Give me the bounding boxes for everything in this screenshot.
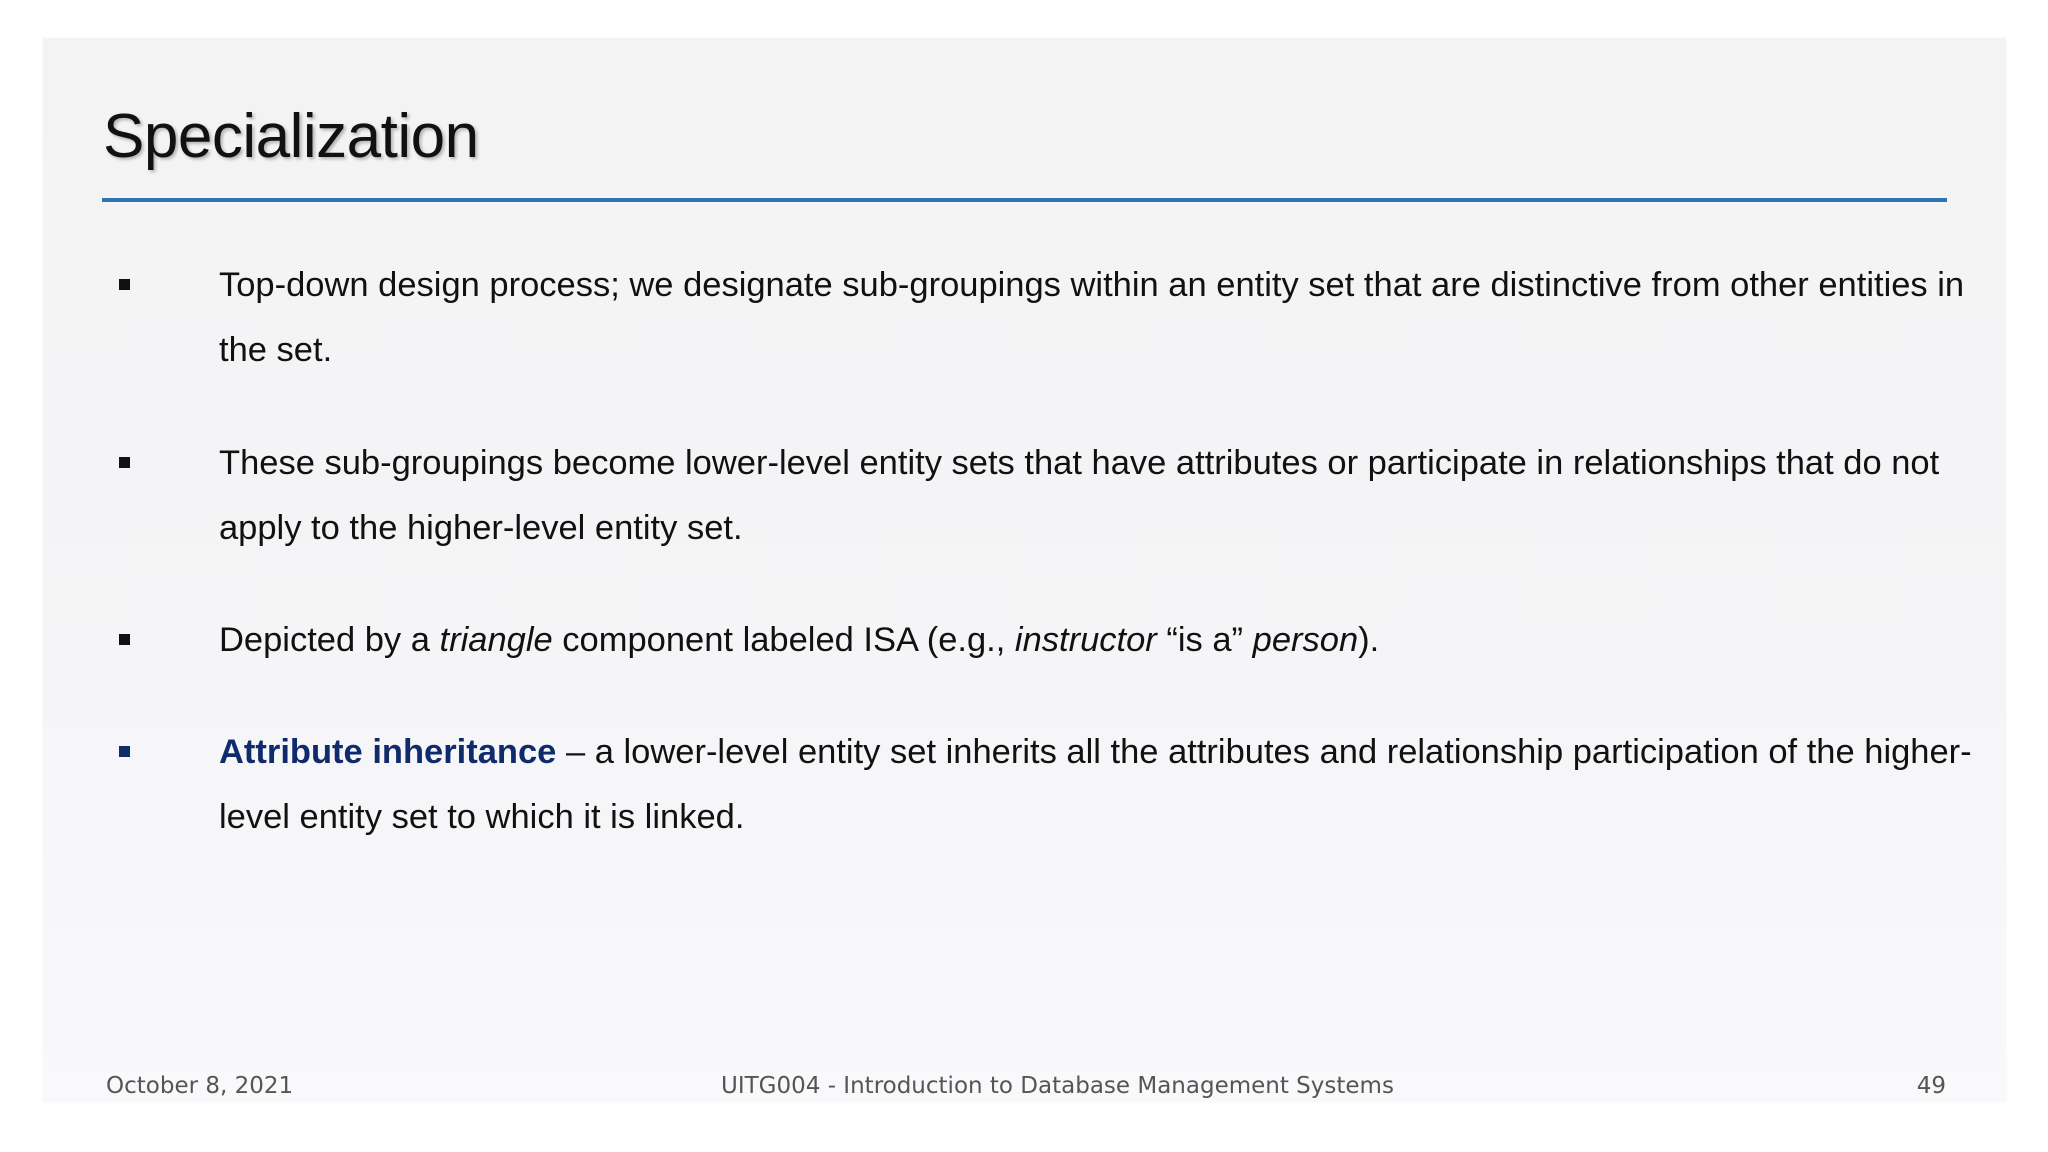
bullet-text-part: Depicted by a <box>219 621 440 659</box>
title-underline <box>102 198 1947 202</box>
square-bullet-icon <box>119 746 130 757</box>
slide-title: Specialization <box>103 102 479 171</box>
emphasis-attribute-inheritance: Attribute inheritance <box>219 733 557 771</box>
square-bullet-icon <box>119 457 130 468</box>
bullet-text-part: ). <box>1358 621 1380 659</box>
square-bullet-icon <box>119 279 130 290</box>
square-bullet-icon <box>119 634 130 645</box>
italic-term-instructor: instructor <box>1014 621 1157 659</box>
bullet-text-part: “is a” <box>1156 621 1253 659</box>
italic-term-triangle: triangle <box>439 621 553 659</box>
bullet-text-part: component labeled ISA (e.g., <box>552 621 1015 659</box>
bullet-text <box>219 720 1979 850</box>
footer-page-number: 49 <box>1916 1073 1946 1099</box>
footer-course-title: UITG004 - Introduction to Database Management Systems <box>721 1073 1394 1099</box>
bullet-item-sub-groupings <box>119 431 1979 561</box>
bullet-item-attribute-inheritance <box>119 720 1979 850</box>
italic-term-person: person <box>1252 621 1359 659</box>
footer-date: October 8, 2021 <box>106 1073 294 1099</box>
bullet-text <box>219 608 1979 673</box>
bullet-item-isa-triangle <box>119 608 1979 673</box>
bullet-text: Top-down design process; we designate sub-groupings within an entity set that are distinctive from other entities in the set. <box>219 266 1965 369</box>
slide <box>43 38 2006 1102</box>
bullet-text-part: – a lower-level entity set inherits all the attributes and relationship participation of the higher-level entity set to which it is linked. <box>219 733 1972 836</box>
bullet-item-top-down <box>119 253 1979 383</box>
bullet-text: These sub-groupings become lower-level entity sets that have attributes or participate in relationships that do not apply to the higher-level entity set. <box>219 444 1940 547</box>
